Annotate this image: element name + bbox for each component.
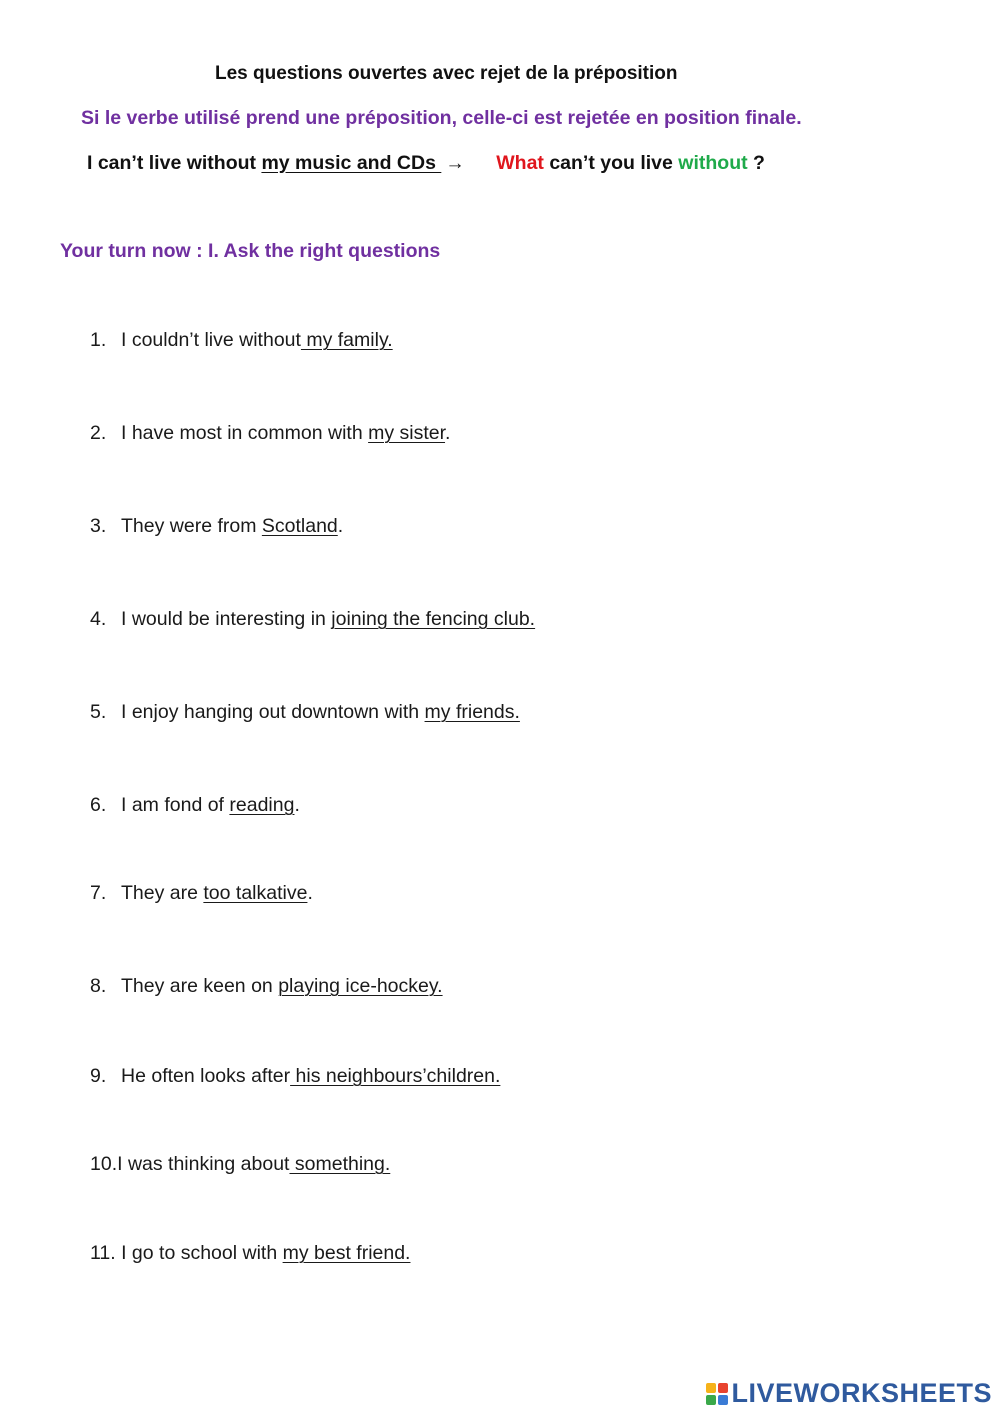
example-answer: my music and CDs — [261, 152, 442, 174]
item-text: I was thinking about — [117, 1153, 290, 1175]
item-answer: my friends. — [424, 701, 520, 723]
item-number: 6. — [90, 794, 107, 816]
item-end: . — [294, 794, 300, 816]
item-end: . — [337, 515, 344, 537]
exercise-item — [90, 422, 450, 445]
grammar-rule: Si le verbe utilisé prend une préposition, celle-ci est rejetée en position finale. — [81, 107, 802, 129]
exercise-item — [90, 515, 343, 538]
example-statement: I can’t live without — [87, 152, 262, 174]
item-text: He often looks after — [121, 1065, 291, 1087]
item-text: I go to school with — [121, 1242, 283, 1264]
item-answer: something. — [289, 1153, 391, 1175]
item-end: . — [445, 422, 451, 444]
example-question: can’t you live — [543, 152, 679, 174]
example-wh-word: What — [496, 152, 544, 174]
example-preposition: without — [678, 152, 748, 174]
arrow-right-icon: → — [445, 152, 465, 174]
item-text: They are — [121, 882, 204, 904]
exercise-item — [90, 329, 393, 352]
exercise-item — [90, 1065, 500, 1088]
item-text: I would be interesting in — [121, 608, 332, 630]
item-answer: my best friend. — [282, 1242, 411, 1264]
item-answer: too talkative — [203, 882, 308, 904]
exercise-item — [90, 794, 300, 817]
example-sentence — [87, 152, 765, 175]
item-number: 9. — [90, 1065, 107, 1087]
brand-name: LIVEWORKSHEETS — [731, 1378, 992, 1408]
page-title: Les questions ouvertes avec rejet de la préposition — [215, 63, 678, 84]
item-end: . — [307, 882, 313, 904]
item-answer: my family. — [300, 329, 393, 351]
exercise-item — [90, 882, 313, 905]
item-answer: reading — [229, 794, 295, 816]
exercise-item — [90, 608, 535, 631]
item-text: I have most in common with — [121, 422, 369, 444]
example-question-mark: ? — [747, 152, 765, 174]
item-number: 1. — [90, 329, 107, 351]
item-text: I couldn’t live without — [121, 329, 301, 351]
liveworksheets-logo-icon — [706, 1383, 728, 1405]
exercise-item — [90, 975, 443, 998]
section-heading: Your turn now : I. Ask the right questions — [60, 240, 441, 262]
item-text: I am fond of — [121, 794, 230, 816]
item-answer: Scotland — [261, 515, 338, 537]
item-number: 2. — [90, 422, 107, 444]
exercise-item — [90, 1153, 390, 1176]
item-answer: my sister — [368, 422, 446, 444]
item-number: 8. — [90, 975, 107, 997]
exercise-item — [90, 701, 520, 724]
item-text: I enjoy hanging out downtown with — [121, 701, 425, 723]
item-answer: his neighbours’children. — [290, 1065, 501, 1087]
item-number: 4. — [90, 608, 107, 630]
item-answer: joining the fencing club. — [331, 608, 536, 630]
exercise-item — [90, 1242, 410, 1265]
item-number: 5. — [90, 701, 107, 723]
item-answer: playing ice-hockey. — [278, 975, 443, 997]
item-number: 7. — [90, 882, 107, 904]
item-text: They are keen on — [121, 975, 279, 997]
item-text: They were from — [121, 515, 262, 537]
item-number: 3. — [90, 515, 107, 537]
item-number: 10. — [90, 1153, 118, 1175]
item-number: 11. — [90, 1242, 122, 1264]
liveworksheets-logo — [706, 1378, 992, 1409]
